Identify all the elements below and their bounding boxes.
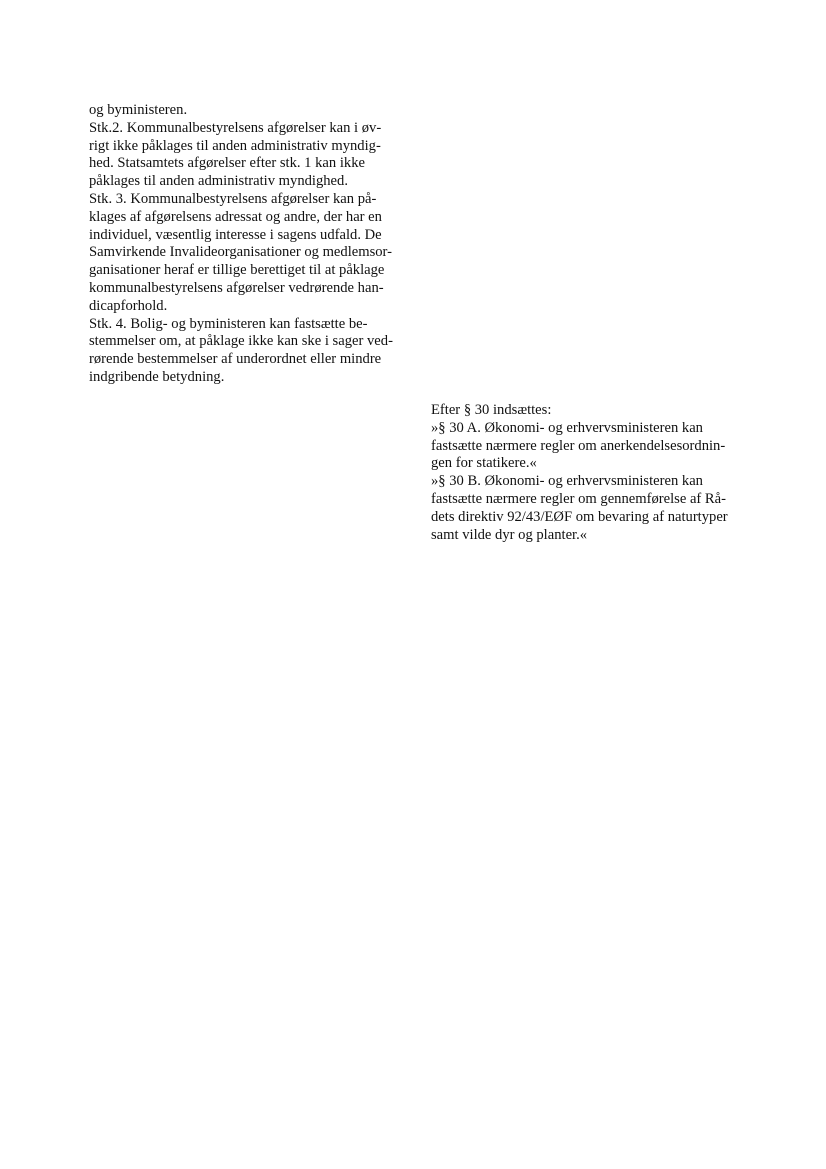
text-line: dicapforhold.: [89, 297, 168, 314]
text-line: samt vilde dyr og planter.«: [431, 526, 588, 543]
text-line: klages af afgørelsens adressat og andre, der har en: [89, 208, 382, 225]
text-line: Stk. 4. Bolig- og byministeren kan fastsætte be-: [89, 315, 368, 332]
text-line: dets direktiv 92/43/EØF om bevaring af naturtyper: [431, 508, 728, 525]
text-line: påklages til anden administrativ myndighed.: [89, 173, 348, 190]
text-line: indgribende betydning.: [89, 368, 225, 385]
left-text-column: [89, 102, 419, 387]
text-line: hed. Statsamtets afgørelser efter stk. 1 kan ikke: [89, 155, 365, 172]
text-line: stemmelser om, at påklage ikke kan ske i sager ved-: [89, 333, 393, 350]
right-text-column: [431, 402, 761, 544]
text-line: kommunalbestyrelsens afgørelser vedrørende han-: [89, 279, 384, 296]
text-line: individuel, væsentlig interesse i sagens udfald. De: [89, 226, 382, 243]
text-line: Samvirkende Invalideorganisationer og medlemsor-: [89, 244, 392, 261]
text-line: »§ 30 A. Økonomi- og erhvervsministeren kan: [431, 419, 703, 436]
text-line: Stk.2. Kommunalbestyrelsens afgørelser kan i øv-: [89, 119, 382, 136]
text-line: rigt ikke påklages til anden administrativ myndig-: [89, 137, 381, 154]
text-line: Efter § 30 indsættes:: [431, 402, 552, 418]
text-line: Stk. 3. Kommunalbestyrelsens afgørelser kan på-: [89, 190, 377, 207]
text-line: fastsætte nærmere regler om anerkendelsesordnin-: [431, 437, 726, 454]
text-line: ganisationer heraf er tillige berettiget til at påklage: [89, 262, 385, 279]
text-line: og byministeren.: [89, 102, 188, 118]
text-line: gen for statikere.«: [431, 455, 537, 472]
text-line: rørende bestemmelser af underordnet eller mindre: [89, 351, 382, 368]
text-line: fastsætte nærmere regler om gennemførelse af Rå-: [431, 490, 727, 507]
text-line: »§ 30 B. Økonomi- og erhvervsministeren kan: [431, 473, 703, 490]
